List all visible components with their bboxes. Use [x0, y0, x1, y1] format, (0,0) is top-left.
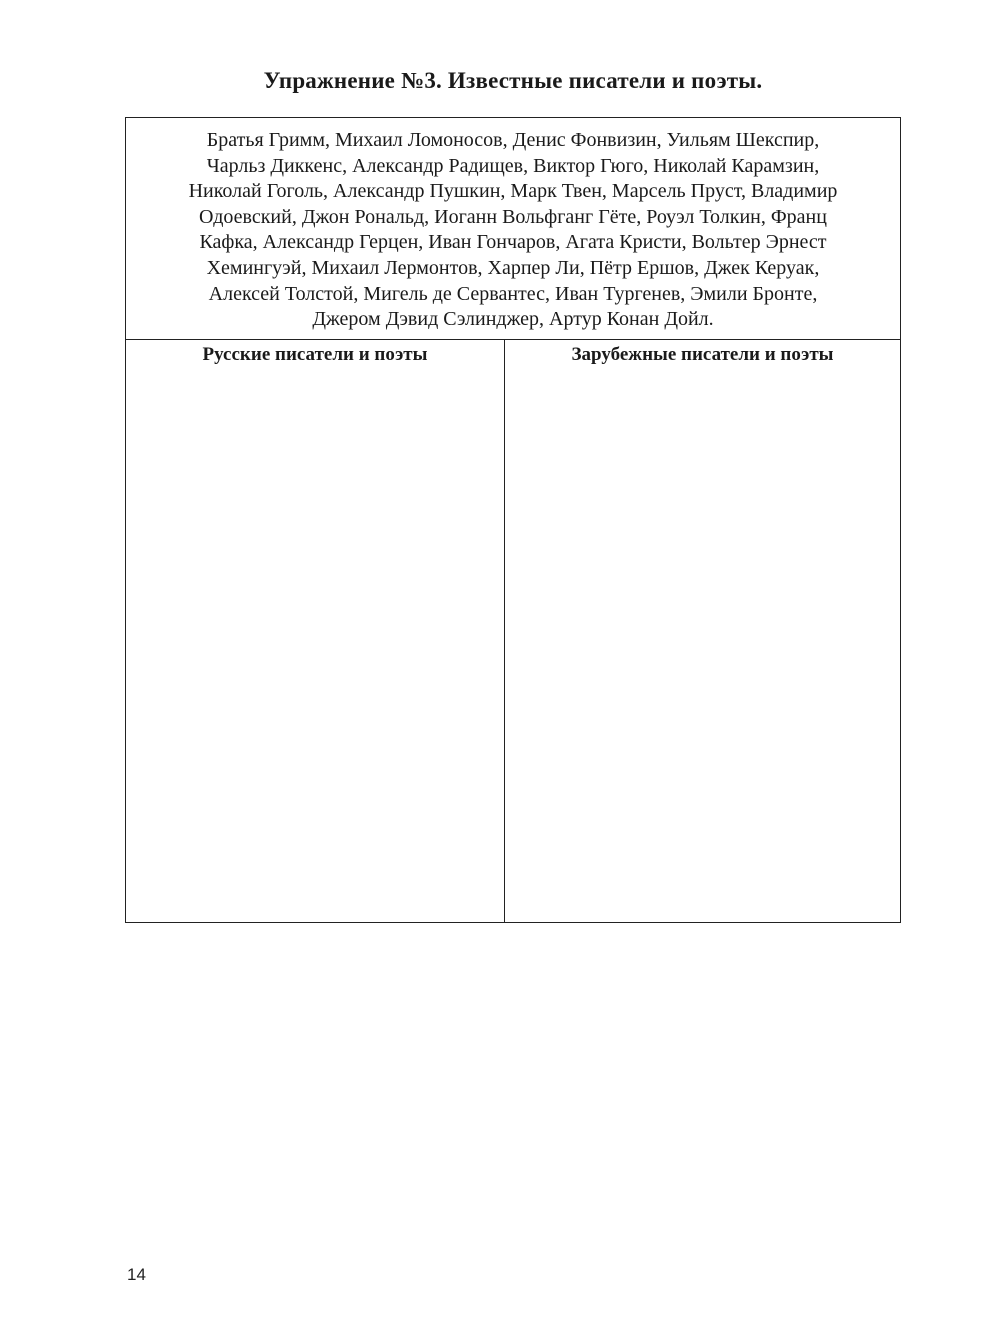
russian-writers-header: Русские писатели и поэты: [202, 344, 428, 365]
foreign-writers-column: [505, 340, 900, 922]
word-bank-line: Братья Гримм, Михаил Ломоносов, Денис Фонвизин, Уильям Шекспир,: [206, 129, 820, 151]
page-number: 14: [127, 1265, 146, 1284]
foreign-writers-header: Зарубежные писатели и поэты: [571, 344, 834, 365]
foreign-writers-answer-area[interactable]: [505, 374, 900, 922]
word-bank-line: Чарльз Диккенс, Александр Радищев, Виктор Гюго, Николай Карамзин,: [206, 154, 820, 177]
word-bank-line: Николай Гоголь, Александр Пушкин, Марк Твен, Марсель Пруст, Владимир: [188, 180, 838, 203]
page-title: Упражнение №3. Известные писатели и поэты.: [263, 68, 763, 93]
word-bank-line: Кафка, Александр Герцен, Иван Гончаров, Агата Кристи, Вольтер Эрнест: [199, 231, 827, 254]
word-bank-line: Одоевский, Джон Рональд, Иоганн Вольфганг Гёте, Роуэл Толкин, Франц: [199, 205, 827, 228]
word-bank: [126, 118, 900, 340]
word-bank-line: Джером Дэвид Сэлинджер, Артур Конан Дойл.: [312, 308, 714, 331]
word-bank-line: Алексей Толстой, Мигель де Сервантес, Иван Тургенев, Эмили Бронте,: [208, 282, 818, 305]
word-bank-line: Хемингуэй, Михаил Лермонтов, Харпер Ли, Пётр Ершов, Джек Керуак,: [206, 256, 820, 279]
answer-columns: [126, 340, 900, 922]
russian-writers-answer-area[interactable]: [126, 374, 504, 922]
exercise-table: [125, 117, 901, 923]
russian-writers-column: [126, 340, 505, 922]
